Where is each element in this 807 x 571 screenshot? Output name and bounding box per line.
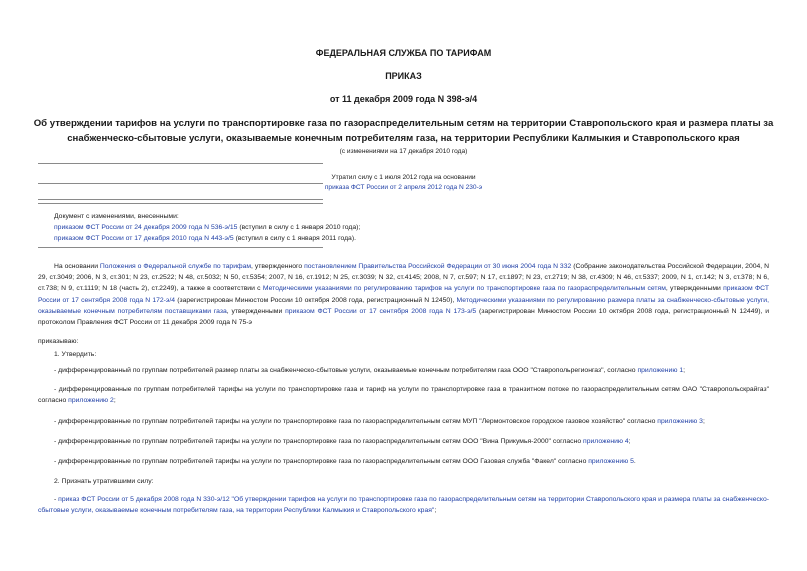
document-title [0, 116, 807, 146]
appendix-3-link[interactable]: приложению 3 [657, 418, 703, 425]
government-decree-link[interactable]: постановлением Правительства Российской Федерации от 30 июня 2004 года N 332 [304, 263, 572, 270]
appendix-5-link[interactable]: приложению 5 [588, 458, 634, 465]
methodology-supply-link[interactable]: Методическими указаниями по регулированию размера платы за снабженческо-сбытовые услуги, оказываемые конечным потребителям поставщиками газа [38, 296, 769, 315]
amendment-note: (с изменениями на 17 декабря 2010 года) [339, 148, 468, 155]
methodology-link[interactable]: Методическими указаниями по регулированию тарифов на услуги по транспортировке газа по газораспределительным сетям [262, 285, 666, 293]
doc-date: от 11 декабря 2009 года N 398-э/4 [329, 94, 478, 104]
title-line-1: Об утверждении тарифов на услуги по транспортировке газа по газораспределительным сетям на территории Ставропольского края и размера платы за [33, 118, 774, 129]
item-2-heading: 2. Признать утратившими силу: [54, 478, 154, 485]
appendix-1-link[interactable]: приложению 1 [637, 367, 684, 374]
repealed-order-link[interactable]: приказ ФСТ России от 5 декабря 2008 года N 330-э/12 "Об утверждении тарифов на услуги по транспортировке газа по газораспределительным сетям на территории Ставропольского края и размера платы за снабженческо-сбытовые услуги, оказываемые конечным потребителям газа, на территории Республики Калмыкия и Ставропольского края" [38, 496, 769, 515]
appendix-4-link[interactable]: приложению 4 [583, 438, 629, 445]
order-173-link[interactable]: приказом ФСТ России от 17 сентября 2008 года N 173-э/5 [285, 307, 477, 315]
change-item: приказом ФСТ России от 24 декабря 2009 года N 536-э/15 (вступил в силу с 1 января 2010 года); [54, 224, 361, 232]
order-word: приказываю: [38, 338, 79, 345]
expiry-link-line [0, 184, 807, 191]
list-item: - дифференцированные по группам потребителей тарифы на услуги по транспортировке газа и тариф на услуги по транспортировке газа в транзитном потоке по газораспределительным сетям ОАО "Ставропольскрайгаз" согласно приложению 2; [38, 386, 769, 405]
regulation-link[interactable]: Положения о Федеральной службе по тарифам [99, 263, 252, 270]
title-line-2: снабженческо-сбытовые услуги, оказываемые конечным потребителям газа, на территории Республики Калмыкия и Ставропольского края [67, 133, 740, 144]
changes-block [54, 211, 554, 245]
divider [38, 203, 323, 204]
change-item: приказом ФСТ России от 17 декабря 2010 года N 443-э/5 (вступил в силу с 1 января 2011 года). [54, 235, 356, 243]
agency-name: ФЕДЕРАЛЬНАЯ СЛУЖБА ПО ТАРИФАМ [315, 48, 492, 58]
item-1-heading: 1. Утвердить: [54, 351, 97, 358]
order-172-link[interactable]: приказом ФСТ России от 17 сентября 2008 года N 172-э/4 [38, 285, 769, 304]
appendix-2-link[interactable]: приложению 2 [68, 397, 114, 405]
doc-type: ПРИКАЗ [385, 71, 422, 81]
expiry-note: Утратил силу с 1 июля 2012 года на основании [331, 174, 476, 181]
list-item: - дифференцированные по группам потребителей тарифы на услуги по транспортировке газа по газораспределительным сетям МУП "Лермонтовское городское газовое хозяйство" согласно приложению 3; [54, 418, 705, 425]
divider [38, 199, 323, 200]
change-link[interactable]: приказом ФСТ России от 24 декабря 2009 года N 536-э/15 [54, 224, 238, 232]
basis-paragraph: На основании Положения о Федеральной службе по тарифам, утвержденного постановлением Правительства Российской Федерации от 30 июня 2004 года N 332 (Собрание законодательства Российской Федерации, 2004, N 29, ст.3049; 2006, N 3, ст.301; N 23, ст.2522; N 48, ст.5032; N 50, ст.5354; 2007, N 16, ст.1912; N 25, ст.3039; N 32, ст.4145; 2008, N 7, ст.597; N 17, ст.1897; N 23, ст.2719; N 38, ст.4309; N 46, ст.5337; 2009, N 1, ст.142; N 3, ст.378; N 6, ст.738; N 9, ст.1119; N 18 (часть 2), ст.2249), а также в соответствии с Методическими указаниями по регулированию тарифов на услуги по транспортировке газа по газораспределительным сетям, утвержденными приказом ФСТ России от 17 сентября 2008 года N 172-э/4 (зарегистрирован Минюстом России 10 октября 2008 года, регистрационный N 12450), Методическими указаниями по регулированию размера платы за снабженческо-сбытовые услуги, оказываемые конечным потребителям поставщиками газа, утвержденными приказом ФСТ России от 17 сентября 2008 года N 173-э/5 (зарегистрирован Минюстом России 10 октября 2008 года, регистрационный N 12449), и протоколом Правления ФСТ России от 11 декабря 2009 года N 75-э [38, 263, 770, 327]
list-item: - дифференцированные по группам потребителей тарифы на услуги по транспортировке газа по газораспределительным сетям ООО Газовая служба "Факел" согласно приложению 5. [54, 458, 636, 465]
list-item: - дифференцированный по группам потребителей размер платы за снабженческо-сбытовые услуги, оказываемые конечным потребителям газа ООО "Ставропольрегионгаз", согласно приложению 1; [54, 367, 686, 374]
changes-heading: Документ с изменениями, внесенными: [54, 213, 179, 220]
expiry-link[interactable]: приказа ФСТ России от 2 апреля 2012 года N 230-э [324, 184, 483, 191]
divider [38, 163, 323, 164]
list-item: - дифференцированные по группам потребителей тарифы на услуги по транспортировке газа по газораспределительным сетям ООО "Вина Прикумья-2000" согласно приложению 4; [54, 438, 631, 445]
divider [38, 247, 323, 248]
list-item: - приказ ФСТ России от 5 декабря 2008 года N 330-э/12 "Об утверждении тарифов на услуги по транспортировке газа по газораспределительным сетям на территории Ставропольского края и размера платы за снабженческо-сбытовые услуги, оказываемые конечным потребителям газа, на территории Республики Калмыкия и Ставропольского края"; [38, 496, 769, 515]
change-link[interactable]: приказом ФСТ России от 17 декабря 2010 года N 443-э/5 [54, 235, 234, 243]
